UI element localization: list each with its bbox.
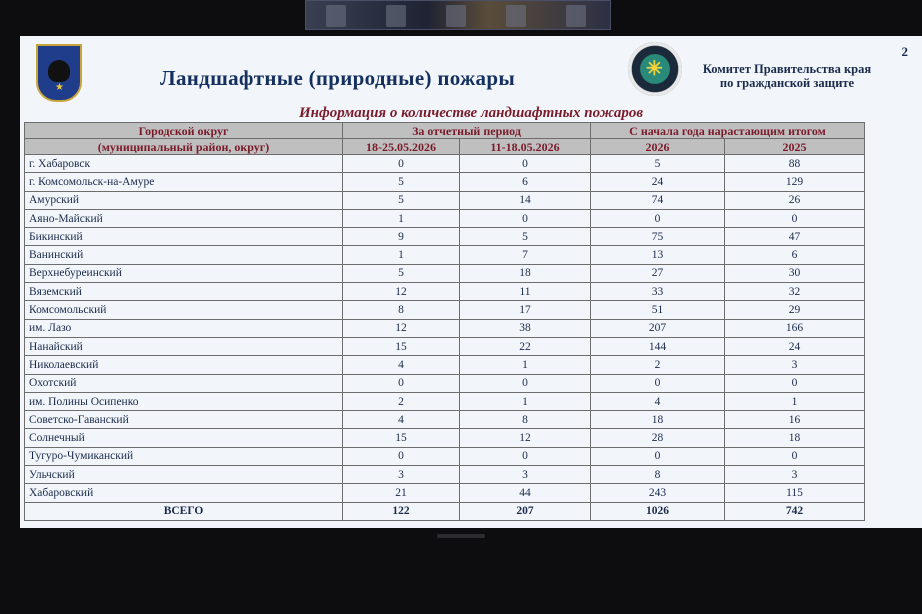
participant-thumbnail (326, 5, 346, 27)
district-cell: Комсомольский (25, 301, 343, 319)
value-cell: 47 (725, 228, 865, 246)
district-cell: г. Комсомольск-на-Амуре (25, 173, 343, 191)
value-cell: 44 (460, 484, 591, 502)
value-cell: 8 (343, 301, 460, 319)
star-icon: ★ (55, 82, 64, 93)
value-cell: 115 (725, 484, 865, 502)
value-cell: 0 (725, 447, 865, 465)
total-label: ВСЕГО (25, 502, 343, 520)
committee-name (692, 62, 882, 90)
table-row (25, 283, 865, 301)
value-cell: 1 (460, 356, 591, 374)
district-cell: Ванинский (25, 246, 343, 264)
table-row (25, 319, 865, 337)
participant-thumbnail (566, 5, 586, 27)
value-cell: 32 (725, 283, 865, 301)
table-row (25, 447, 865, 465)
value-cell: 38 (460, 319, 591, 337)
value-cell: 0 (591, 209, 725, 227)
district-cell: Охотский (25, 374, 343, 392)
district-cell: Ульчский (25, 466, 343, 484)
value-cell: 3 (725, 356, 865, 374)
participant-thumbnail (506, 5, 526, 27)
value-cell: 16 (725, 411, 865, 429)
slide-title: Ландшафтные (природные) пожары (160, 66, 516, 90)
table-row (25, 337, 865, 355)
committee-line-2: по гражданской защите (719, 76, 855, 90)
total-row (25, 502, 865, 520)
value-cell: 5 (343, 191, 460, 209)
value-cell: 1 (343, 246, 460, 264)
value-cell: 207 (591, 319, 725, 337)
total-value: 742 (725, 502, 865, 520)
header-year-2: 2025 (725, 139, 865, 155)
district-cell: Тугуро-Чумиканский (25, 447, 343, 465)
value-cell: 6 (460, 173, 591, 191)
value-cell: 14 (460, 191, 591, 209)
civil-defense-emblem-icon (628, 42, 682, 96)
district-cell: Николаевский (25, 356, 343, 374)
value-cell: 21 (343, 484, 460, 502)
table-row (25, 374, 865, 392)
fires-table (24, 122, 865, 521)
value-cell: 51 (591, 301, 725, 319)
coat-of-arms-icon (36, 44, 82, 102)
value-cell: 17 (460, 301, 591, 319)
value-cell: 6 (725, 246, 865, 264)
value-cell: 0 (343, 447, 460, 465)
value-cell: 0 (343, 374, 460, 392)
district-cell: Верхнебуреинский (25, 264, 343, 282)
table-row (25, 392, 865, 410)
value-cell: 5 (460, 228, 591, 246)
participant-thumbnail (446, 5, 466, 27)
value-cell: 0 (460, 155, 591, 173)
total-value: 122 (343, 502, 460, 520)
value-cell: 0 (725, 374, 865, 392)
table-subtitle: Информация о количестве ландшафтных пожаров (298, 105, 644, 121)
table-row (25, 356, 865, 374)
district-cell: Хабаровский (25, 484, 343, 502)
value-cell: 18 (591, 411, 725, 429)
committee-line-1: Комитет Правительства края (702, 62, 872, 76)
value-cell: 22 (460, 337, 591, 355)
district-cell: Солнечный (25, 429, 343, 447)
value-cell: 3 (343, 466, 460, 484)
district-cell: Вяземский (25, 283, 343, 301)
value-cell: 18 (725, 429, 865, 447)
value-cell: 12 (343, 283, 460, 301)
value-cell: 29 (725, 301, 865, 319)
value-cell: 144 (591, 337, 725, 355)
table-row (25, 484, 865, 502)
value-cell: 0 (460, 447, 591, 465)
table-row (25, 429, 865, 447)
value-cell: 5 (591, 155, 725, 173)
table-row (25, 246, 865, 264)
value-cell: 0 (460, 209, 591, 227)
header-year-1: 2026 (591, 139, 725, 155)
value-cell: 15 (343, 337, 460, 355)
value-cell: 30 (725, 264, 865, 282)
participant-thumbnail (386, 5, 406, 27)
district-cell: Аяно-Майский (25, 209, 343, 227)
value-cell: 11 (460, 283, 591, 301)
value-cell: 24 (725, 337, 865, 355)
value-cell: 33 (591, 283, 725, 301)
header-district-line-1: Городской округ (25, 123, 343, 139)
table-row (25, 466, 865, 484)
value-cell: 26 (725, 191, 865, 209)
value-cell: 15 (343, 429, 460, 447)
table-row (25, 411, 865, 429)
value-cell: 2 (343, 392, 460, 410)
presentation-slide (20, 36, 922, 528)
value-cell: 1 (725, 392, 865, 410)
district-cell: Нанайский (25, 337, 343, 355)
district-cell: Советско-Гаванский (25, 411, 343, 429)
header-period-1: 18-25.05.2026 (343, 139, 460, 155)
value-cell: 4 (591, 392, 725, 410)
value-cell: 9 (343, 228, 460, 246)
value-cell: 8 (591, 466, 725, 484)
value-cell: 4 (343, 411, 460, 429)
value-cell: 74 (591, 191, 725, 209)
total-value: 207 (460, 502, 591, 520)
district-cell: им. Лазо (25, 319, 343, 337)
table-row (25, 155, 865, 173)
header-ytd-group: С начала года нарастающим итогом (591, 123, 865, 139)
district-cell: Бикинский (25, 228, 343, 246)
bear-icon (48, 60, 70, 82)
table-row (25, 228, 865, 246)
slide-number: 2 (901, 44, 908, 59)
table-row (25, 301, 865, 319)
table-row (25, 264, 865, 282)
value-cell: 12 (343, 319, 460, 337)
value-cell: 18 (460, 264, 591, 282)
value-cell: 27 (591, 264, 725, 282)
value-cell: 0 (591, 447, 725, 465)
value-cell: 1 (343, 209, 460, 227)
value-cell: 0 (343, 155, 460, 173)
value-cell: 75 (591, 228, 725, 246)
total-value: 1026 (591, 502, 725, 520)
district-cell: Амурский (25, 191, 343, 209)
value-cell: 7 (460, 246, 591, 264)
value-cell: 2 (591, 356, 725, 374)
district-cell: им. Полины Осипенко (25, 392, 343, 410)
value-cell: 28 (591, 429, 725, 447)
table-row (25, 173, 865, 191)
value-cell: 5 (343, 173, 460, 191)
header-period-group: За отчетный период (343, 123, 591, 139)
value-cell: 129 (725, 173, 865, 191)
value-cell: 3 (725, 466, 865, 484)
header-district-line-2: (муниципальный район, округ) (25, 139, 343, 155)
value-cell: 13 (591, 246, 725, 264)
value-cell: 4 (343, 356, 460, 374)
value-cell: 0 (591, 374, 725, 392)
emblem-glyph-icon: ✳ (646, 58, 663, 80)
value-cell: 1 (460, 392, 591, 410)
value-cell: 5 (343, 264, 460, 282)
value-cell: 88 (725, 155, 865, 173)
monitor-brand-logo (437, 534, 485, 538)
value-cell: 0 (725, 209, 865, 227)
table-row (25, 209, 865, 227)
video-conference-strip (305, 0, 611, 30)
district-cell: г. Хабаровск (25, 155, 343, 173)
value-cell: 243 (591, 484, 725, 502)
table-row (25, 191, 865, 209)
header-period-2: 11-18.05.2026 (460, 139, 591, 155)
value-cell: 12 (460, 429, 591, 447)
value-cell: 8 (460, 411, 591, 429)
value-cell: 166 (725, 319, 865, 337)
value-cell: 3 (460, 466, 591, 484)
value-cell: 24 (591, 173, 725, 191)
value-cell: 0 (460, 374, 591, 392)
